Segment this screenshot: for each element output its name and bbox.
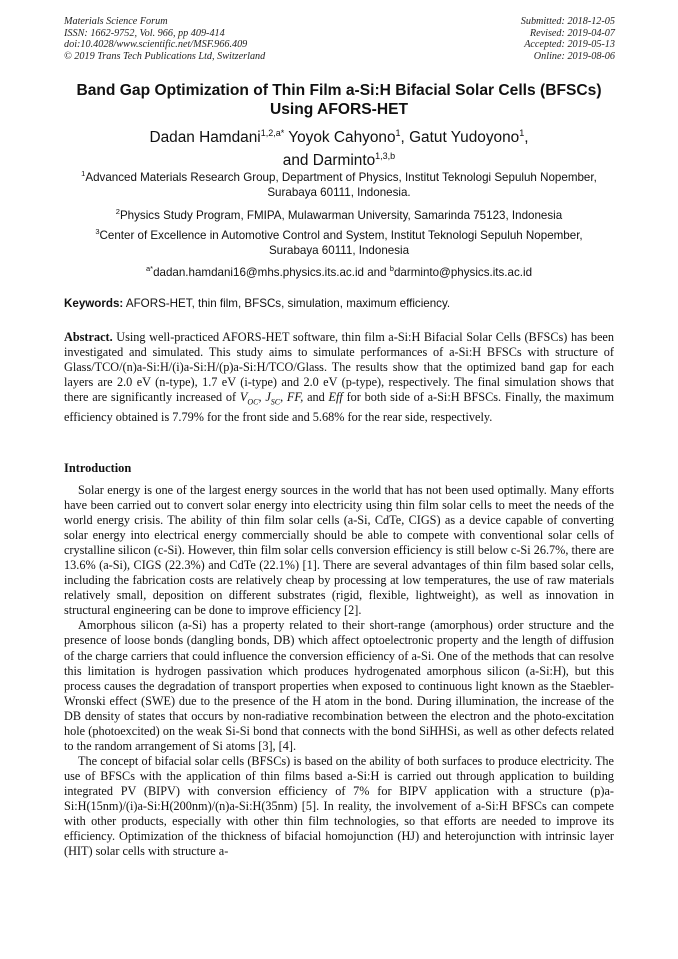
title-line-1: Band Gap Optimization of Thin Film a-Si:H Bifacial Solar Cells (BFSCs) bbox=[76, 82, 602, 99]
contact-emails bbox=[70, 262, 608, 280]
keywords bbox=[64, 297, 616, 311]
abstract-separator: and bbox=[303, 390, 329, 405]
keywords-label: Keywords: bbox=[64, 297, 124, 310]
affiliation-1 bbox=[70, 166, 608, 201]
jsc-symbol: $J_{SC}$ bbox=[265, 390, 281, 407]
author-name: , Gatut Yudoyono bbox=[400, 129, 520, 147]
submitted-date: Submitted: 2018-12-05 bbox=[520, 16, 615, 27]
ff-symbol: FF, bbox=[286, 390, 304, 405]
email-link[interactable]: darminto@physics.its.ac.id bbox=[393, 265, 533, 279]
affiliation-text: Physics Study Program, FMIPA, Mulawarman University, Samarinda 75123, Indonesia bbox=[119, 208, 563, 222]
revised-date: Revised: 2019-04-07 bbox=[529, 27, 615, 39]
paragraph: The concept of bifacial solar cells (BFSCs) is based on the ability of both surfaces to produce electricity. The use of BFSCs with the application of thin films based a-Si:H is carried out through application to building integrated PV (BIPV) with conversion efficiency of 7% for BIPV application with a structure (p)a-Si:H(15nm)/(i)a-Si:H(200nm)/(n)a-Si:H(35nm) [5]. In reality, the involvement of a-Si:H BFSCs can compete with other products, especially with other thin film technologies, so that efforts are needed to improve its efficiency. Optimization of the thickness of bifacial homojunction (HJ) and heterojunction with intrinsic layer (HIT) solar cells with structure a- bbox=[64, 753, 614, 859]
introduction-body bbox=[64, 483, 614, 859]
eff-symbol: Eff bbox=[328, 390, 343, 405]
abstract-text: Using well-practiced AFORS-HET software, thin film a-Si:H Bifacial Solar Cells (BFSCs) has been investigated and simulated. This study aims to simulate performances of a-Si:H BFSCs with structure of Glass/TCO/(n)a-Si:H/(i)a-Si:H/(p)a-Si:H/TCO/Glass. The results show that the optimized band gap for each layers are 2.0 eV (n-type), 1.7 eV (i-type) and 2.0 eV (p-type), respectively. The final simulation shows that there are significantly increased of bbox=[64, 330, 614, 405]
email-sup: b bbox=[389, 264, 394, 273]
affiliation-2 bbox=[70, 204, 608, 223]
abstract bbox=[64, 330, 614, 425]
email-link[interactable]: dadan.hamdani16@mhs.physics.its.ac.id bbox=[153, 265, 364, 279]
issn: ISSN: 1662-9752, Vol. 966, pp 409-414 bbox=[64, 27, 225, 39]
affiliation-sup: 3 bbox=[95, 227, 100, 236]
abstract-label: Abstract. bbox=[64, 330, 113, 344]
accepted-date: Accepted: 2019-05-13 bbox=[524, 39, 615, 51]
journal-name: Materials Science Forum bbox=[64, 16, 168, 27]
affiliation-text: Advanced Materials Research Group, Department of Physics, Institut Teknologi Sepuluh Nopember, Surabaya 60111, Indonesia. bbox=[85, 170, 597, 200]
paragraph: Amorphous silicon (a-Si) has a property related to their short-range (amorphous) order structure and the presence of loose bonds (dangling bonds, DB) which affect optoelectronic property and the length of diffusion of the charge carriers that could influence the conversion efficiency of a-Si. One of the methods that can resolve this limitation is hydrogen passivation which produces hydrogenated amorphous silicon (a-Si:H), but this process causes the degradation of transport properties when exposed to continuous light known as the Staebler-Wronski effect (SWE) due to the presence of the H atom in the bond. During illumination, the increase of the DB density of states that occurs by non-radiative recombination between the electron and the photo-excitation hole (photoexcited) on the weak Si-Si bond that connects with the bond SiHHSi, as well as other defects related to the random arrangement of Si atoms [3], [4]. bbox=[64, 618, 614, 753]
author-name: and Darminto bbox=[282, 152, 376, 170]
copyright: © 2019 Trans Tech Publications Ltd, Switzerland bbox=[64, 50, 266, 62]
affiliation-3 bbox=[70, 224, 608, 259]
section-heading-introduction: Introduction bbox=[64, 461, 132, 475]
author-separator: , bbox=[524, 129, 529, 147]
abstract-text: for both side of a-Si:H BFSCs. Finally, the maximum efficiency obtained is 7.79% for the front side and 5.68% for the rear side, respectively. bbox=[64, 390, 614, 424]
voc-symbol: $V_{OC}$ bbox=[239, 390, 259, 407]
author-sup: 1 bbox=[519, 128, 525, 138]
online-date: Online: 2019-08-06 bbox=[533, 50, 615, 62]
abstract-separator: , bbox=[280, 390, 287, 405]
affiliation-sup: 2 bbox=[115, 207, 120, 216]
doi: doi:10.4028/www.scientific.net/MSF.966.409 bbox=[64, 39, 248, 51]
author-list bbox=[60, 124, 618, 170]
email-sup: a* bbox=[145, 264, 154, 273]
author-name: Dadan Hamdani bbox=[149, 129, 261, 147]
paragraph: Solar energy is one of the largest energy sources in the world that has not been used optimally. Many efforts have been carried out to convert solar energy into electricity using thin film solar cells to meet the needs of the world energy crisis. The ability of thin film solar cells (a-Si, CdTe, CIGS) as a device capable of converting solar energy into electrical energy commercially should be able to compete with conventional solar cells of crystalline silicon (c-Si). However, thin film solar cells conversion efficiency is still below c-Si 26.7%, there are 13.6% (a-Si), CIGS (22.3%) and CdTe (22.1%) [1]. There are several advantages of thin film based solar cells, including the fabrication costs are relatively cheap by processing at low temperatures, the use of raw materials relatively small, deposition on different substrates (rigid, flexible, lightweight), as well as innovation in structural engineering can be done to improve efficiency [2]. bbox=[64, 483, 614, 618]
journal-header bbox=[64, 16, 265, 62]
author-sup: 1,3,b bbox=[375, 151, 396, 162]
affiliation-sup: 1 bbox=[81, 169, 86, 178]
author-sup: 1,2,a* bbox=[260, 128, 285, 138]
affiliation-text: Center of Excellence in Automotive Control and System, Institut Teknologi Sepuluh Nopember, Surabaya 60111, Indonesia bbox=[99, 228, 583, 258]
abstract-separator: , bbox=[258, 390, 266, 405]
keywords-text: AFORS-HET, thin film, BFSCs, simulation, maximum efficiency. bbox=[123, 297, 451, 310]
authors-line-1 bbox=[60, 124, 618, 147]
paper-title bbox=[40, 81, 638, 119]
author-sup: 1 bbox=[395, 128, 401, 138]
title-line-2: Using AFORS-HET bbox=[269, 101, 409, 118]
email-separator: and bbox=[363, 265, 390, 279]
author-name: Yoyok Cahyono bbox=[284, 129, 396, 147]
publication-dates bbox=[521, 16, 615, 62]
